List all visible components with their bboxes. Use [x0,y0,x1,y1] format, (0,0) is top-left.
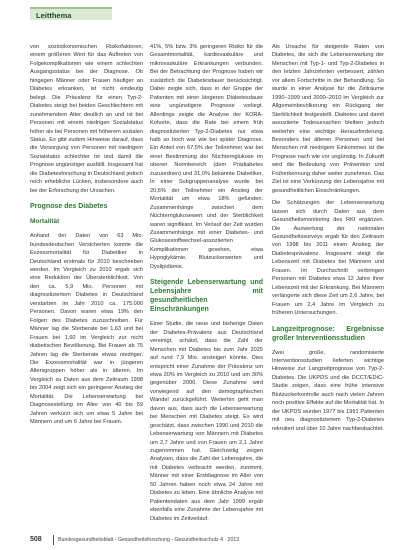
page-footer [0,530,413,550]
paragraph: Die Schätzungen der Lebenserwartung lassen sich durch Daten aus dem Gesundheitsmonitoring des RKI ergänzen. Die Auswertung der nationalen Gesundheitssurveys ergab für den Zeitraum von 1998 bis 2011 einen Anstieg der Diabetesprävalenz. Insgesamt steigt die Lebenszeit mit Diabetes bei Männern und Frauen. Im Durchschnitt verbringen Personen mit Diabetes etwa 12 Jahre ihrer Lebenszeit mit der Erkrankung. Bei Männern verlängerte sich diese Zeit um 2,6 Jahre, bei Frauen um 2,4 Jahre im Vergleich zu früheren Untersuchungen. [272,200,384,317]
paragraph: von sozioökonomischen Risikofaktoren, einem größeren Wert für das Auftreten von Folgekomplikationen wie einem schlechten Ausgangsstatus bei der Diagnose. Ob hingegen Männer oder Frauen häufiger an Diabetes erkranken, ist nicht eindeutig belegt. Die Prävalenz für einen Typ-2-Diabetes steigt bei beiden Geschlechtern mit zunehmendem Alter deutlich an und ist bei Personen mit einem niedrigen Sozialstatus höher als bei Personen mit höherem sozialen Status. Es gibt zudem Hinweise darauf, dass die Versorgung von Personen mit niedrigem Sozialstatus schlechter ist und damit die Prognose ungünstiger ausfällt. Insgesamt hat die Diabetesforschung in Deutschland jedoch noch erhebliche Lücken, insbesondere auch bei der Erforschung der Ursachen. [30,44,143,194]
paragraph: 41%, 5% bzw. 3% geringeren Risiko für die Gesamtmortalität, kardiovaskuläre und mikrovaskuläre Erkrankungen verbunden. Bei der Betrachtung der Prognose haben wir zusätzlich die Diabetesdauer berücksichtigt. Dabei zeigte sich, dass in der Gruppe der Patienten mit einer längeren Diabetesdauer eine ungünstigere Prognose vorliegt. Allerdings zeigte die Analyse der KORA-Kohorte, dass die Rate bei einem früh diagnostizierten Typ-2-Diabetes nur etwa halb so hoch war wie bei später Diagnose. Ein Anteil von 67,5% der Teilnehmer war bei einer Bestimmung der Nüchternglukose im oberen Normbereich (dem Prädiabetes zuzuordnen) und 31,0% bekannte Diabetiker. In einer Subgruppenanalyse wurde bei 20,6% der Teilnehmer ein Anstieg der Mortalität um etwa 18% gefunden. Zusammenhänge zwischen dem Nüchternglukosewert und der Sterblichkeit waren signifikant. Im Verlauf der Zeit wurden Zusammenhänge mit einer Diabetes- und Glukosestoffwechsel-assoziierten Komplikationen gesehen, etwa Hypoglykämie, Blutzuckerwerten und Dyslipidämie. [150,44,263,270]
footer-divider [53,535,54,545]
column-3 [272,43,384,433]
page-number: 508 [30,536,42,543]
column-1 [30,43,143,427]
paragraph: Einer Studie, die neue und bisherige Daten der Diabetes-Prävalenz aus Deutschland vereinigt, schätzt, dass die Zahl der Menschen mit Diabetes bis zum Jahr 2025 auf rund 7,9 Mio. ansteigen könnte. Dies entspricht einer Zunahme der Prävalenz um etwa 20% im Vergleich zu 2010 und um 30% gegenüber 2000. Diese Zunahme wird vorwiegend auf den demographischen Wandel zurückgeführt. Weiterhin geht man davon aus, dass auch die Lebenserwartung bei Menschen mit Diabetes steigt. Es wird geschätzt, dass zwischen 1990 und 2010 die Lebenserwartung von Männern mit Diabetes um 2,7 Jahre und von Frauen um 2,1 Jahre zugenommen hat. Gleichzeitig zeigen Analysen, dass die Zahl der Lebensjahre, die mit Diabetes verbracht werden, zunimmt. Männer mit einer Erstdiagnose im Alter von 50 Jahren haben noch etwa 24 Jahre mit Diabetes zu leben. Eine ähnliche Analyse mit Patientendaten aus dem Jahr 1999 ergab ebenfalls eine Zunahme der Lebensjahre mit Diabetes im Zeitverlauf. [150,321,263,522]
paragraph: Zwei große, randomisierte Interventionsstudien lieferten wichtige Hinweise zur Langzeitprognose von Typ-2-Diabetes. Die UKPDS und die DCCT/EDIC-Studie zeigen, dass eine frühe intensive Blutzuckerkontrolle auch nach vielen Jahren noch positive Effekte auf die Mortalität hat. In der UKPDS wurden 1977 bis 1991 Patienten mit neu diagnostiziertem Typ-2-Diabetes rekrutiert und über 10 Jahre nachbeobachtet. [272,349,384,432]
header-bar [0,0,413,29]
paragraph: Anhand der Daten von 63 Mio. bundesdeutschen Versicherten konnte die Exzessmortalität für Diabetiker in Deutschland erstmals für 2010 beschrieben werden. Im Vergleich zu 2010 ergab sich eine Reduktion der Übersterblichkeit. Von den ca. 5,9 Mio. Personen mit diagnostiziertem Diabetes in Deutschland verstarben im Jahr 2010 ca. 175.000 Personen. Davon waren etwa 19% den Folgen des Diabetes zuzuschreiben. Für Männer lag die Sterberate bei 1,63 und bei Frauen bei 1,60 im Vergleich zur nicht diabetischen Bevölkerung. Bei Frauen ab 75 Jahren lag die Sterberate etwas niedriger. Die Exzessmortalität war in jüngeren Altersgruppen höher als in älteren. Im Vergleich zu Daten aus dem Zeitraum 1998 bis 2004 zeigt sich ein geringerer Anstieg der Mortalität. Die Lebenserwartung bei Diagnosestellung im Alter von 40 bis 59 Jahren verkürzt sich um etwa 5 Jahre bei Männern und um 6 Jahre bei Frauen. [30,233,143,426]
paragraph: Als Ursache für steigende Raten von Diabetes, die sich die Lebenserwartung der Menschen mit Typ-1- und Typ-2-Diabetes in den letzten Jahrzehnten verbessert, zählen vor allem Fortschritte in der Behandlung. So wurde in einer Analyse für die Zeiträume 1990–1999 und 2000–2010 im Vergleich zur Allgemeinbevölkerung ein Rückgang der Sterblichkeit festgestellt. Diabetes und damit assoziierte Todesursachen bleiben jedoch weiterhin eine wichtige Herausforderung. Besonders bei älteren Personen und bei Menschen mit niedrigem Einkommen ist die Prognose nach wie vor ungünstig. In Zukunft wird die Bedeutung von Prävention und Früherkennung daher weiter zunehmen. Das Ziel ist eine Verkürzung der Lebensjahre mit gesundheitlichen Einschränkungen. [272,44,384,194]
section-heading: Steigende Lebenserwartung und Lebensjahre mit gesundheitlichen Einschränkungen [150,279,263,314]
section-heading: Prognose des Diabetes [30,203,108,211]
journal-citation: Bundesgesundheitsblatt - Gesundheitsforschung - Gesundheitsschutz 4 · 2013 [58,537,240,543]
subsection-heading: Mortalität [30,218,60,226]
section-tag: Leitthema [30,7,112,20]
column-2 [150,43,263,523]
section-heading: Langzeitprognose: Ergebnisse großer Interventionsstudien [272,325,384,342]
